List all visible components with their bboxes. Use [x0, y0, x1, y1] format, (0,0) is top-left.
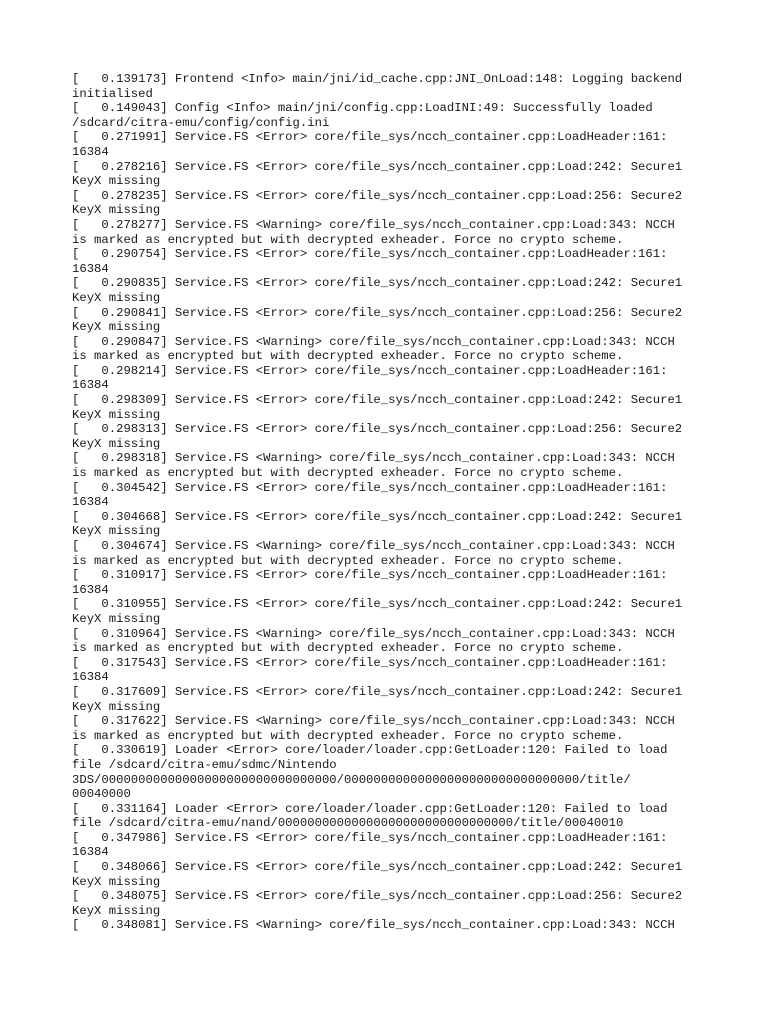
log-line: KeyX missing [72, 874, 161, 889]
log-line: [ 0.278235] Service.FS <Error> core/file_sys/ncch_container.cpp:Load:256: Secure2 [72, 188, 683, 203]
log-line: KeyX missing [72, 699, 161, 714]
log-line: is marked as encrypted but with decrypted exheader. Force no crypto scheme. [72, 232, 624, 247]
log-line: /sdcard/citra-emu/config/config.ini [72, 115, 330, 130]
log-line: [ 0.290754] Service.FS <Error> core/file_sys/ncch_container.cpp:LoadHeader:161: [72, 247, 668, 262]
log-line: [ 0.317622] Service.FS <Warning> core/file_sys/ncch_container.cpp:Load:343: NCCH [72, 714, 675, 729]
log-line: 3DS/00000000000000000000000000000000/00000000000000000000000000000000/title/ [72, 772, 631, 787]
log-line: [ 0.304542] Service.FS <Error> core/file_sys/ncch_container.cpp:LoadHeader:161: [72, 480, 668, 495]
log-line: is marked as encrypted but with decrypted exheader. Force no crypto scheme. [72, 466, 624, 481]
log-line: 16384 [72, 261, 109, 276]
log-line: [ 0.290835] Service.FS <Error> core/file_sys/ncch_container.cpp:Load:242: Secure1 [72, 276, 683, 291]
log-line: [ 0.304668] Service.FS <Error> core/file_sys/ncch_container.cpp:Load:242: Secure1 [72, 509, 683, 524]
log-line: file /sdcard/citra-emu/sdmc/Nintendo [72, 757, 337, 772]
log-line: KeyX missing [72, 436, 161, 451]
log-line: KeyX missing [72, 524, 161, 539]
log-output [72, 72, 712, 933]
log-line: [ 0.304674] Service.FS <Warning> core/file_sys/ncch_container.cpp:Load:343: NCCH [72, 539, 675, 553]
log-line: [ 0.317543] Service.FS <Error> core/file_sys/ncch_container.cpp:LoadHeader:161: [72, 655, 668, 670]
log-line: 16384 [72, 495, 109, 510]
log-line: KeyX missing [72, 174, 161, 189]
log-line: 00040000 [72, 787, 131, 802]
log-line: KeyX missing [72, 903, 161, 918]
log-line: [ 0.298313] Service.FS <Error> core/file_sys/ncch_container.cpp:Load:256: Secure2 [72, 422, 683, 437]
log-line: [ 0.331164] Loader <Error> core/loader/loader.cpp:GetLoader:120: Failed to load [72, 801, 668, 816]
log-line: [ 0.348066] Service.FS <Error> core/file_sys/ncch_container.cpp:Load:242: Secure1 [72, 860, 683, 875]
log-line: is marked as encrypted but with decrypted exheader. Force no crypto scheme. [72, 641, 624, 656]
log-line: 16384 [72, 378, 109, 393]
log-line: 16384 [72, 144, 109, 159]
log-line: [ 0.139173] Frontend <Info> main/jni/id_cache.cpp:JNI_OnLoad:148: Logging backend [72, 72, 683, 86]
log-line: KeyX missing [72, 290, 161, 305]
log-line: [ 0.310917] Service.FS <Error> core/file_sys/ncch_container.cpp:LoadHeader:161: [72, 568, 668, 583]
log-line: KeyX missing [72, 320, 161, 335]
log-line: [ 0.330619] Loader <Error> core/loader/loader.cpp:GetLoader:120: Failed to load [72, 743, 668, 758]
log-line: file /sdcard/citra-emu/nand/00000000000000000000000000000000/title/00040010 [72, 816, 624, 831]
log-line: [ 0.278277] Service.FS <Warning> core/file_sys/ncch_container.cpp:Load:343: NCCH [72, 217, 675, 232]
log-line: is marked as encrypted but with decrypted exheader. Force no crypto scheme. [72, 553, 624, 568]
log-line: KeyX missing [72, 407, 161, 422]
log-line: [ 0.348081] Service.FS <Warning> core/file_sys/ncch_container.cpp:Load:343: NCCH [72, 918, 675, 933]
log-line: is marked as encrypted but with decrypted exheader. Force no crypto scheme. [72, 728, 624, 743]
log-line: 16384 [72, 845, 109, 860]
log-line: [ 0.317609] Service.FS <Error> core/file_sys/ncch_container.cpp:Load:242: Secure1 [72, 684, 683, 699]
log-line: [ 0.271991] Service.FS <Error> core/file_sys/ncch_container.cpp:LoadHeader:161: [72, 130, 668, 145]
log-line: [ 0.348075] Service.FS <Error> core/file_sys/ncch_container.cpp:Load:256: Secure2 [72, 889, 683, 904]
log-line: [ 0.278216] Service.FS <Error> core/file_sys/ncch_container.cpp:Load:242: Secure1 [72, 159, 683, 174]
log-line: [ 0.298214] Service.FS <Error> core/file_sys/ncch_container.cpp:LoadHeader:161: [72, 363, 668, 378]
log-line: 16384 [72, 582, 109, 597]
log-line: [ 0.310964] Service.FS <Warning> core/file_sys/ncch_container.cpp:Load:343: NCCH [72, 626, 675, 641]
log-line: [ 0.298309] Service.FS <Error> core/file_sys/ncch_container.cpp:Load:242: Secure1 [72, 393, 683, 408]
log-line: KeyX missing [72, 611, 161, 626]
log-line: [ 0.298318] Service.FS <Warning> core/file_sys/ncch_container.cpp:Load:343: NCCH [72, 451, 675, 466]
log-line: is marked as encrypted but with decrypted exheader. Force no crypto scheme. [72, 349, 624, 364]
log-line: KeyX missing [72, 203, 161, 218]
log-line: [ 0.290847] Service.FS <Warning> core/file_sys/ncch_container.cpp:Load:343: NCCH [72, 334, 675, 349]
log-line: [ 0.347986] Service.FS <Error> core/file_sys/ncch_container.cpp:LoadHeader:161: [72, 830, 668, 845]
log-line: 16384 [72, 670, 109, 685]
log-line: [ 0.310955] Service.FS <Error> core/file_sys/ncch_container.cpp:Load:242: Secure1 [72, 597, 683, 612]
log-line: initialised [72, 86, 153, 101]
log-line: [ 0.290841] Service.FS <Error> core/file_sys/ncch_container.cpp:Load:256: Secure2 [72, 305, 683, 320]
log-line: [ 0.149043] Config <Info> main/jni/config.cpp:LoadINI:49: Successfully loaded [72, 101, 653, 116]
